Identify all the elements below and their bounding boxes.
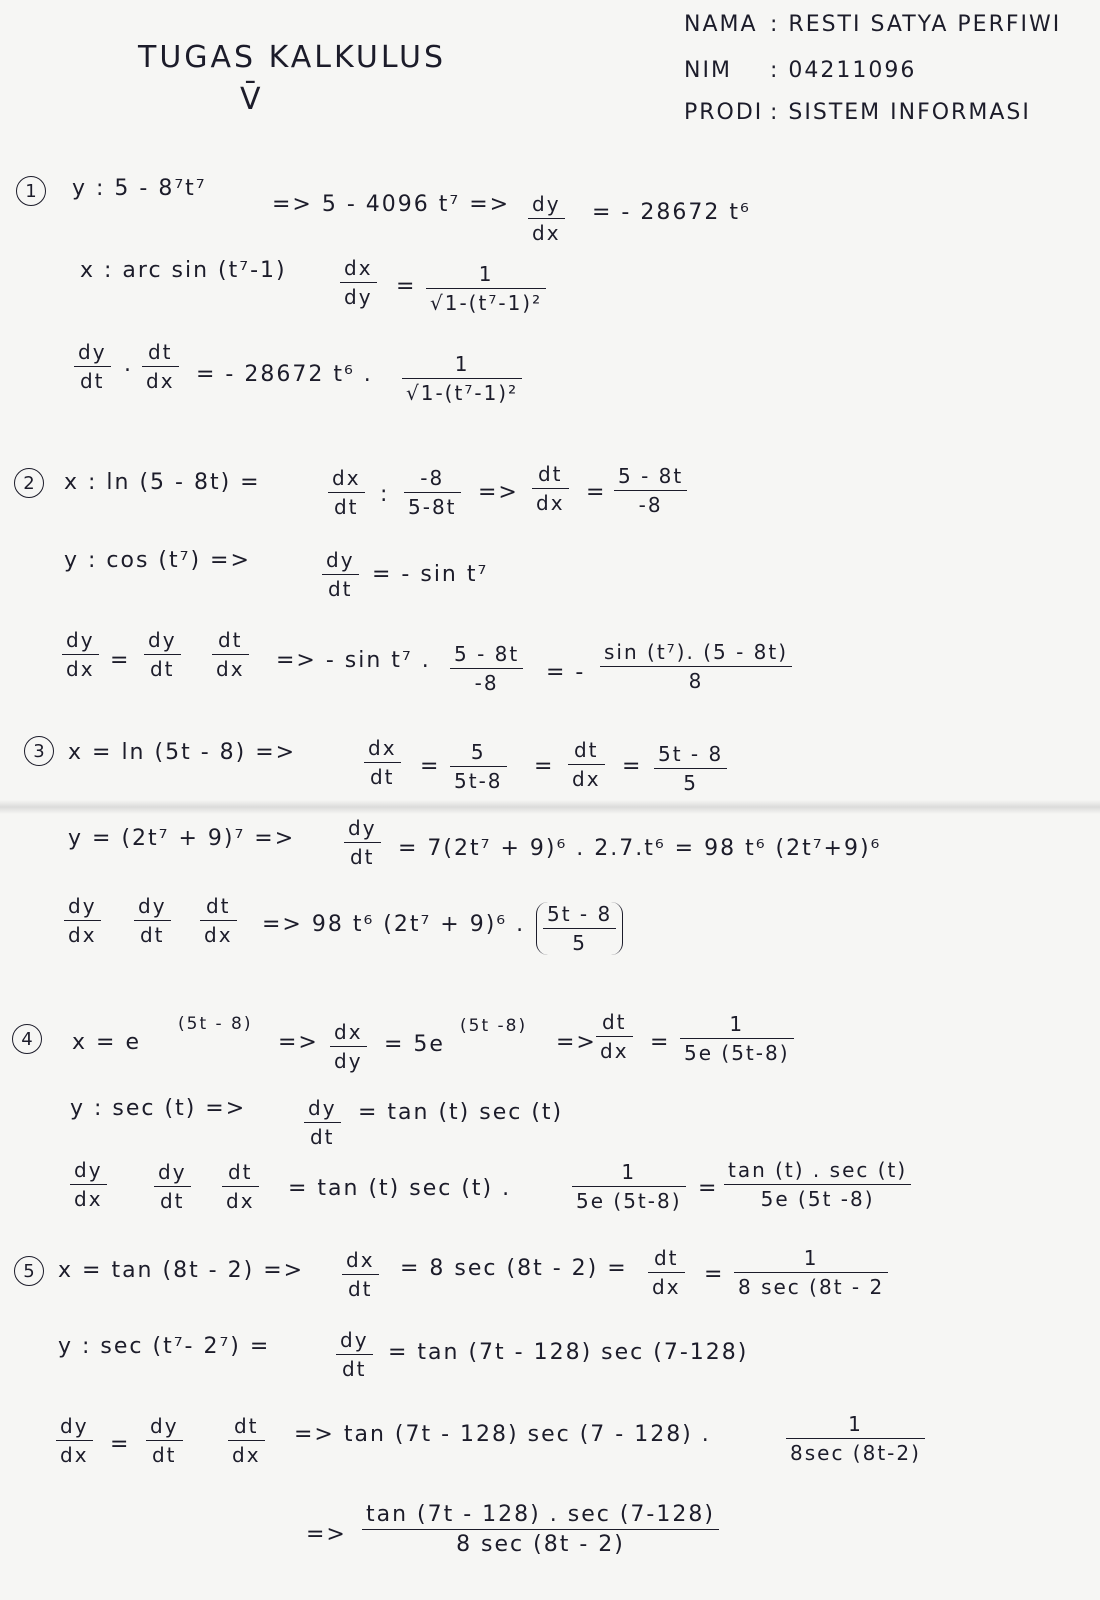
numerator: dy [150,1414,179,1438]
numerator: 1 [454,352,470,376]
problem-number-5: 5 [14,1256,44,1286]
p4-eq-5e: = 5e [384,1032,445,1057]
denominator: dt [341,1357,367,1381]
p2-dydt-fraction [322,548,359,601]
denominator: √1-(t⁷-1)² [406,381,519,405]
p2-y-equation: y : cos (t⁷) => [64,548,251,573]
denominator: -8 [638,493,663,517]
p1-dydt-fraction [74,340,111,393]
p3-result: => 98 t⁶ (2t⁷ + 9)⁶ . [262,912,526,937]
p5-mid-fraction [786,1412,925,1465]
numerator: dx [346,1248,375,1272]
p5-y-equation: y : sec (t⁷- 2⁷) = [58,1334,271,1359]
denominator: 5t-8 [454,769,503,793]
denominator: dt [149,657,175,681]
p4-eq-exponent: (5t -8) [460,1016,528,1036]
prodi-value: : SISTEM INFORMASI [770,100,1031,125]
denominator: dx [536,491,565,515]
p2-mid-step: => - sin t⁷ . [276,648,431,673]
numerator: tan (7t - 128) . sec (7-128) [366,1502,715,1527]
numerator: dy [68,894,97,918]
p4-x-equation: x = e [72,1030,141,1055]
denominator: 5 [683,771,698,795]
p3-result-fraction [536,902,623,955]
denominator: dx [68,923,97,947]
name-label: NAMA [684,12,758,37]
p5-dtdx-fraction [648,1246,685,1299]
p5-dydt-result: = tan (7t - 128) sec (7-128) [388,1340,749,1365]
p2-colon: : [380,482,390,507]
p2-dydx-fraction [62,628,99,681]
p4-eq-2: = [650,1030,671,1055]
p3-y-equation: y = (2t⁷ + 9)⁷ => [68,826,296,851]
numerator: dy [60,1414,89,1438]
numerator: dy [66,628,95,652]
p1-result: = - 28672 t⁶ . [196,362,373,387]
p5-eq-2: = [110,1432,131,1457]
problem-number-1: 1 [16,176,46,206]
p2-final-fraction [600,640,792,693]
nim-label: NIM [684,58,732,83]
p2-mid-fraction [450,642,523,695]
denominator: dt [151,1443,177,1467]
denominator: 8 [688,669,704,693]
numerator: -8 [420,466,445,490]
p4-arrow: => [278,1030,319,1055]
denominator: dx [216,657,245,681]
numerator: dy [340,1328,369,1352]
numerator: 5 - 8t [618,464,684,488]
p3-dydt-fraction [344,816,381,869]
denominator: dt [347,1277,373,1301]
p4-dtdx-fraction [596,1010,633,1063]
numerator: dy [308,1096,337,1120]
denominator: dy [344,285,373,309]
denominator: dt [369,765,395,789]
p2-dxdt-fraction [328,466,365,519]
denominator: dt [349,845,375,869]
p4-arrow-2: => [556,1030,597,1055]
roman-numeral: V̄ [240,82,263,117]
denominator: dx [146,369,175,393]
p5-final-fraction [362,1502,719,1557]
p1-dydx-result: = - 28672 t⁶ [592,200,751,225]
numerator: dt [653,1246,679,1270]
p3-dxdt-fraction [364,736,401,789]
name-value: : RESTI SATYA PERFIWI [770,12,1062,37]
p2-arrow: => [478,480,519,505]
numerator: dx [344,256,373,280]
p5-final-arrow: => [306,1522,347,1547]
denominator: dx [204,923,233,947]
p1-arcsin-derivative [426,262,546,315]
p2-eq-neg: = - [546,660,586,685]
numerator: dt [147,340,173,364]
numerator: 1 [729,1012,745,1036]
p1-dot: . [124,352,133,377]
scan-band [0,800,1100,814]
denominator: dt [139,923,165,947]
numerator: dt [205,894,231,918]
numerator: 5 - 8t [454,642,520,666]
denominator: dt [309,1125,335,1149]
p1-result-fraction [402,352,522,405]
p4-dydx-fraction [70,1158,107,1211]
p4-x-exponent: (5t - 8) [178,1014,253,1034]
p2-inverse-fraction [614,464,687,517]
denominator: dx [600,1039,629,1063]
denominator: dt [333,495,359,519]
p4-mid-step: = tan (t) sec (t) . [288,1176,512,1201]
p5-x-equation: x = tan (8t - 2) => [58,1258,305,1283]
denominator: 5e (5t-8) [684,1041,790,1065]
numerator: sin (t⁷). (5 - 8t) [604,640,789,664]
p3-eq-3: = [622,754,643,779]
denominator: 8sec (8t-2) [790,1441,921,1465]
numerator: 1 [848,1412,863,1436]
numerator: dy [148,628,177,652]
p1-equals: = [396,274,417,299]
p5-dxdt-fraction [342,1248,379,1301]
numerator: 1 [621,1160,637,1184]
p1-x-equation: x : arc sin (t⁷-1) [80,258,287,283]
p5-dydt-frac-2 [146,1414,183,1467]
p3-eq-1: = [420,754,441,779]
p4-final-fraction [724,1158,911,1211]
problem-number-4: 4 [12,1024,42,1054]
denominator: dx [532,221,561,245]
p3-dtdx-frac-2 [200,894,237,947]
numerator: 5 [470,740,486,764]
denominator: 8 sec (8t - 2 [738,1275,885,1299]
p1-y-equation: y : 5 - 8⁷t⁷ [72,176,207,201]
numerator: dt [573,738,599,762]
p4-dydt-result: = tan (t) sec (t) [358,1100,564,1125]
numerator: dy [348,816,377,840]
document-title: TUGAS KALKULUS [138,40,447,75]
p2-x-equation: x : ln (5 - 8t) = [64,470,261,495]
numerator: tan (t) . sec (t) [728,1158,908,1182]
numerator: dy [74,1158,103,1182]
numerator: dt [537,462,563,486]
p5-mid-step: => tan (7t - 128) sec (7 - 128) . [294,1422,711,1447]
denominator: dy [334,1049,363,1073]
denominator: 5e (5t -8) [760,1187,875,1211]
p4-dydt-fraction [304,1096,341,1149]
p4-y-equation: y : sec (t) => [70,1096,247,1121]
problem-number-2: 2 [14,468,44,498]
problem-number-3: 3 [24,736,54,766]
numerator: dy [532,192,561,216]
p5-dxdt-result: = 8 sec (8t - 2) = [400,1256,628,1281]
p4-inverse-fraction [680,1012,794,1065]
denominator: dx [652,1275,681,1299]
p3-inverse-fraction [654,742,727,795]
p4-dtdx-frac-2 [222,1160,259,1213]
p2-dydt-frac-2 [144,628,181,681]
denominator: dt [159,1189,185,1213]
p1-dxdy-fraction [340,256,377,309]
p1-y-simplified: => 5 - 4096 t⁷ => [272,192,511,217]
p5-inverse-fraction [734,1246,888,1299]
p2-dtdx-fraction [532,462,569,515]
denominator: dx [74,1187,103,1211]
p3-dtdx-fraction [568,738,605,791]
numerator: dt [227,1160,253,1184]
denominator: -8 [474,671,499,695]
numerator: 1 [803,1246,819,1270]
denominator: dx [232,1443,261,1467]
numerator: dt [217,628,243,652]
prodi-label: PRODI [684,100,764,125]
denominator: dx [60,1443,89,1467]
p4-mid-fraction [572,1160,686,1213]
numerator: dy [326,548,355,572]
denominator: dt [79,369,105,393]
numerator: dt [233,1414,259,1438]
numerator: dx [334,1020,363,1044]
numerator: dy [138,894,167,918]
denominator: 5-8t [408,495,457,519]
p2-dtdx-frac-2 [212,628,249,681]
denominator: dx [66,657,95,681]
p5-eq: = [704,1262,725,1287]
numerator: 5t - 8 [547,902,613,926]
numerator: dy [158,1160,187,1184]
numerator: dt [601,1010,627,1034]
p5-dydt-fraction [336,1328,373,1381]
numerator: dx [368,736,397,760]
p2-derivative-fraction [404,466,461,519]
p3-derivative-fraction [450,740,507,793]
p3-x-equation: x = ln (5t - 8) => [68,740,297,765]
p1-dtdx-fraction [142,340,179,393]
denominator: dx [226,1189,255,1213]
p4-dxdy-fraction [330,1020,367,1073]
denominator: 8 sec (8t - 2) [456,1532,625,1557]
numerator: 1 [478,262,494,286]
numerator: dy [78,340,107,364]
p3-dydx-fraction [64,894,101,947]
denominator: 5 [572,931,587,955]
numerator: dx [332,466,361,490]
p1-dydx-fraction [528,192,565,245]
p3-eq-2: = [534,754,555,779]
numerator: 5t - 8 [658,742,724,766]
p2-dydt-result: = - sin t⁷ [372,562,489,587]
p3-dydt-frac-2 [134,894,171,947]
p4-eq-3: = [698,1176,719,1201]
denominator: dt [327,577,353,601]
p5-dtdx-frac-2 [228,1414,265,1467]
p4-dydt-frac-2 [154,1160,191,1213]
denominator: √1-(t⁷-1)² [430,291,543,315]
p2-eq: = [110,648,131,673]
denominator: dx [572,767,601,791]
denominator: 5e (5t-8) [576,1189,682,1213]
p5-dydx-fraction [56,1414,93,1467]
nim-value: : 04211096 [770,58,917,83]
p2-equals: = [586,480,607,505]
p3-dydt-result: = 7(2t⁷ + 9)⁶ . 2.7.t⁶ = 98 t⁶ (2t⁷+9)⁶ [398,836,882,861]
